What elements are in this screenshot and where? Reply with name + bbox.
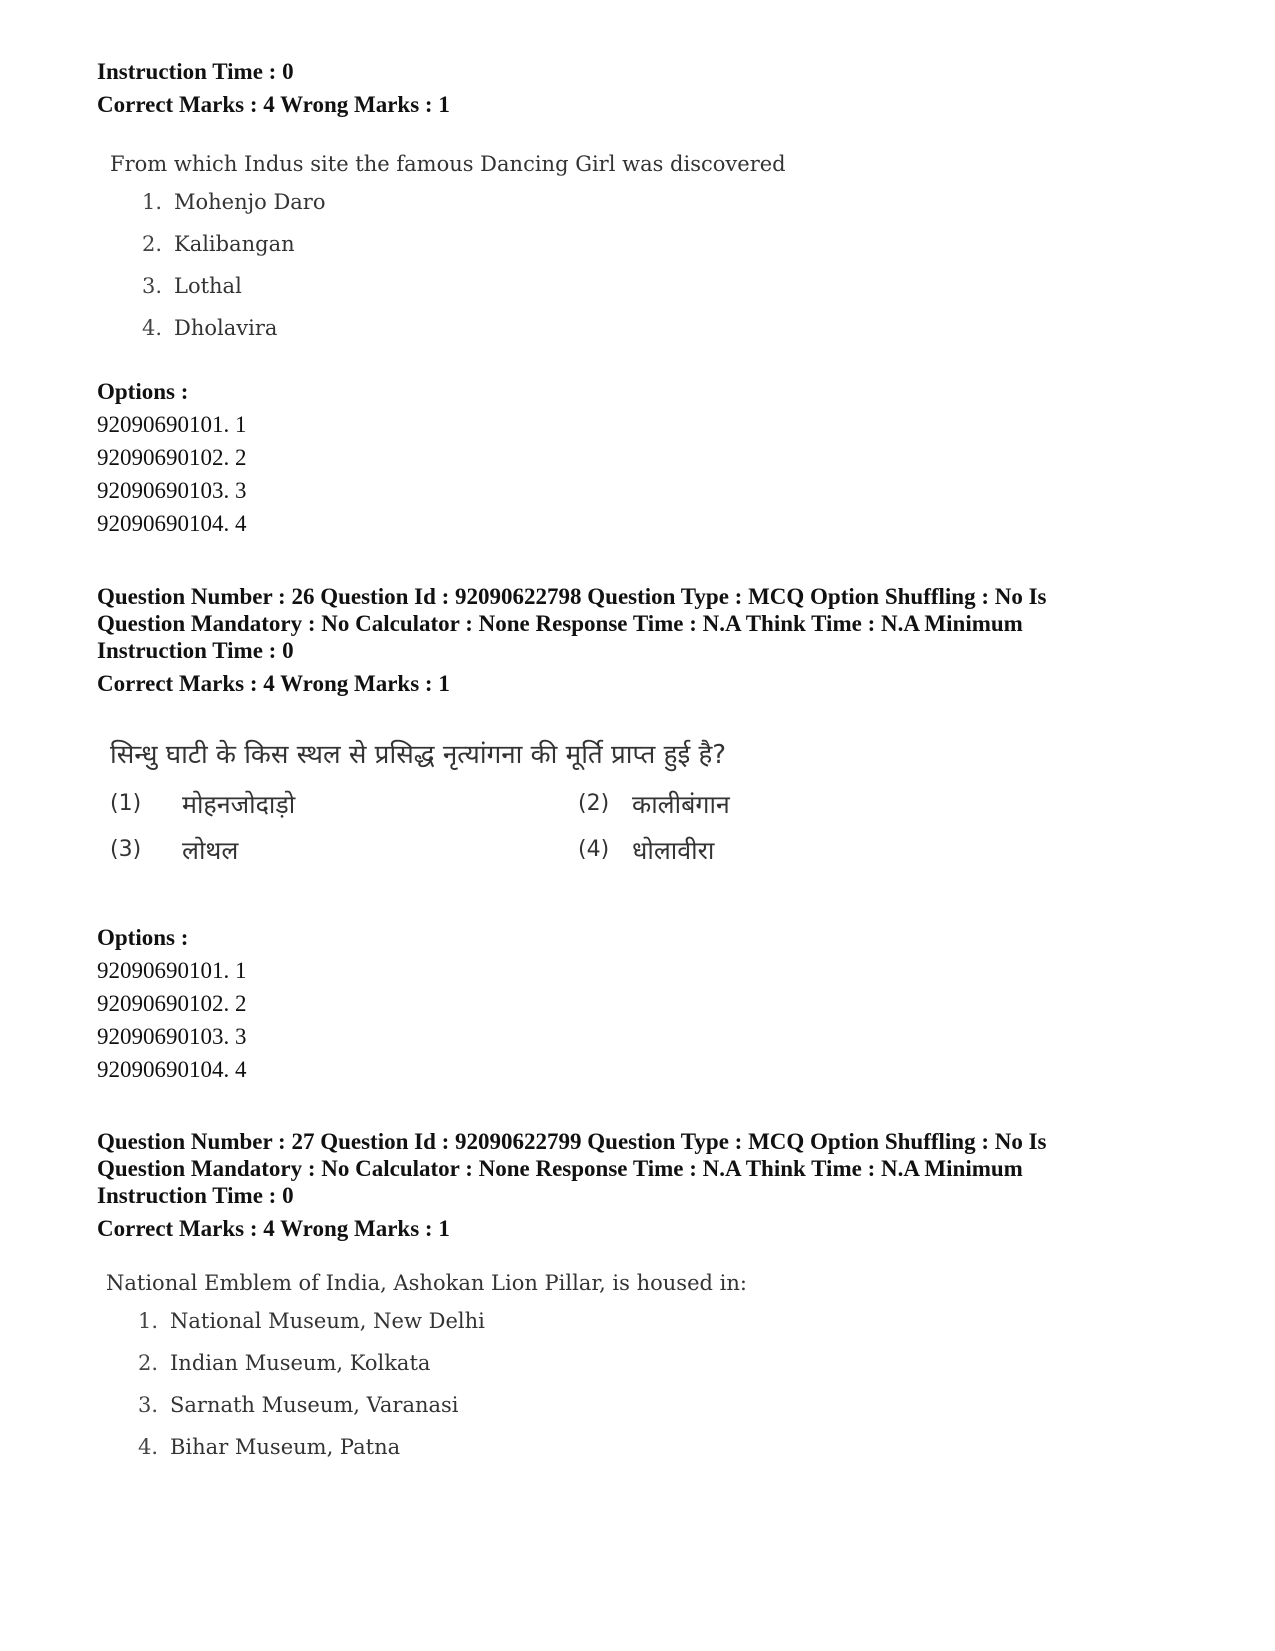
header-line: Question Number : 27 Question Id : 92090622799 Question Type : MCQ Option Shuffling : No Is bbox=[97, 1129, 1047, 1154]
options-label: Options : bbox=[97, 379, 189, 404]
choice-2 bbox=[106, 1351, 826, 1393]
option-item: 92090690102. 2 bbox=[97, 991, 247, 1016]
options-list bbox=[97, 408, 247, 540]
choice-text: Kalibangan bbox=[174, 232, 295, 256]
choice-text: मोहनजोदाड़ो bbox=[182, 790, 296, 819]
question-text: National Emblem of India, Ashokan Lion Pillar, is housed in: bbox=[106, 1271, 747, 1295]
marks-line: Correct Marks : 4 Wrong Marks : 1 bbox=[97, 1216, 450, 1241]
question-text: सिन्धु घाटी के किस स्थल से प्रसिद्ध नृत्यांगना की मूर्ति प्राप्त हुई है? bbox=[110, 740, 727, 770]
choice-number: 2. bbox=[137, 1351, 158, 1375]
choice-row bbox=[110, 833, 830, 879]
choice-number: 4. bbox=[137, 1435, 158, 1459]
header-line: Instruction Time : 0 bbox=[97, 638, 294, 663]
choice-number: (3) bbox=[110, 837, 142, 862]
question-text: From which Indus site the famous Dancing Girl was discovered bbox=[110, 152, 786, 176]
question-header bbox=[97, 583, 1047, 664]
choice-1 bbox=[110, 190, 830, 232]
choice-number: (4) bbox=[578, 837, 610, 862]
option-item: 92090690103. 3 bbox=[97, 1024, 247, 1049]
header-line: Question Number : 26 Question Id : 92090622798 Question Type : MCQ Option Shuffling : No Is bbox=[97, 584, 1047, 609]
choice-row bbox=[110, 787, 830, 833]
option-item: 92090690102. 2 bbox=[97, 445, 247, 470]
question-image bbox=[110, 735, 830, 879]
question-header bbox=[97, 1128, 1047, 1209]
choice-number: 3. bbox=[141, 274, 162, 298]
question-image bbox=[106, 1267, 826, 1477]
choice-3 bbox=[106, 1393, 826, 1435]
question-image bbox=[110, 148, 830, 358]
option-item: 92090690101. 1 bbox=[97, 412, 247, 437]
options-label: Options : bbox=[97, 925, 189, 950]
choice-3 bbox=[110, 274, 830, 316]
choice-number: 4. bbox=[141, 316, 162, 340]
choice-number: 1. bbox=[141, 190, 162, 214]
choice-text: Lothal bbox=[174, 274, 242, 298]
options-list bbox=[97, 954, 247, 1086]
choice-text: National Museum, New Delhi bbox=[170, 1309, 485, 1333]
choice-text: Dholavira bbox=[174, 316, 278, 340]
option-item: 92090690101. 1 bbox=[97, 958, 247, 983]
choice-text: Bihar Museum, Patna bbox=[170, 1435, 401, 1459]
choice-number: 2. bbox=[141, 232, 162, 256]
header-line: Instruction Time : 0 bbox=[97, 1183, 294, 1208]
choice-text: लोथल bbox=[182, 836, 239, 865]
choice-4 bbox=[110, 316, 830, 358]
choice-4 bbox=[106, 1435, 826, 1477]
choice-number: 1. bbox=[137, 1309, 158, 1333]
instruction-time: Instruction Time : 0 bbox=[97, 59, 294, 84]
choice-text: कालीबंगान bbox=[632, 790, 730, 819]
marks-line: Correct Marks : 4 Wrong Marks : 1 bbox=[97, 92, 450, 117]
choice-number: 3. bbox=[137, 1393, 158, 1417]
choice-number: (2) bbox=[578, 791, 610, 816]
choice-number: (1) bbox=[110, 791, 142, 816]
choice-1 bbox=[106, 1309, 826, 1351]
choice-text: Sarnath Museum, Varanasi bbox=[170, 1393, 459, 1417]
option-item: 92090690103. 3 bbox=[97, 478, 247, 503]
header-line: Question Mandatory : No Calculator : None Response Time : N.A Think Time : N.A Minimum bbox=[97, 1156, 1023, 1181]
option-item: 92090690104. 4 bbox=[97, 1057, 247, 1082]
choice-2 bbox=[110, 232, 830, 274]
choice-text: Indian Museum, Kolkata bbox=[170, 1351, 431, 1375]
choice-text: धोलावीरा bbox=[632, 836, 715, 865]
marks-line: Correct Marks : 4 Wrong Marks : 1 bbox=[97, 671, 450, 696]
header-line: Question Mandatory : No Calculator : None Response Time : N.A Think Time : N.A Minimum bbox=[97, 611, 1023, 636]
option-item: 92090690104. 4 bbox=[97, 511, 247, 536]
choice-text: Mohenjo Daro bbox=[174, 190, 326, 214]
